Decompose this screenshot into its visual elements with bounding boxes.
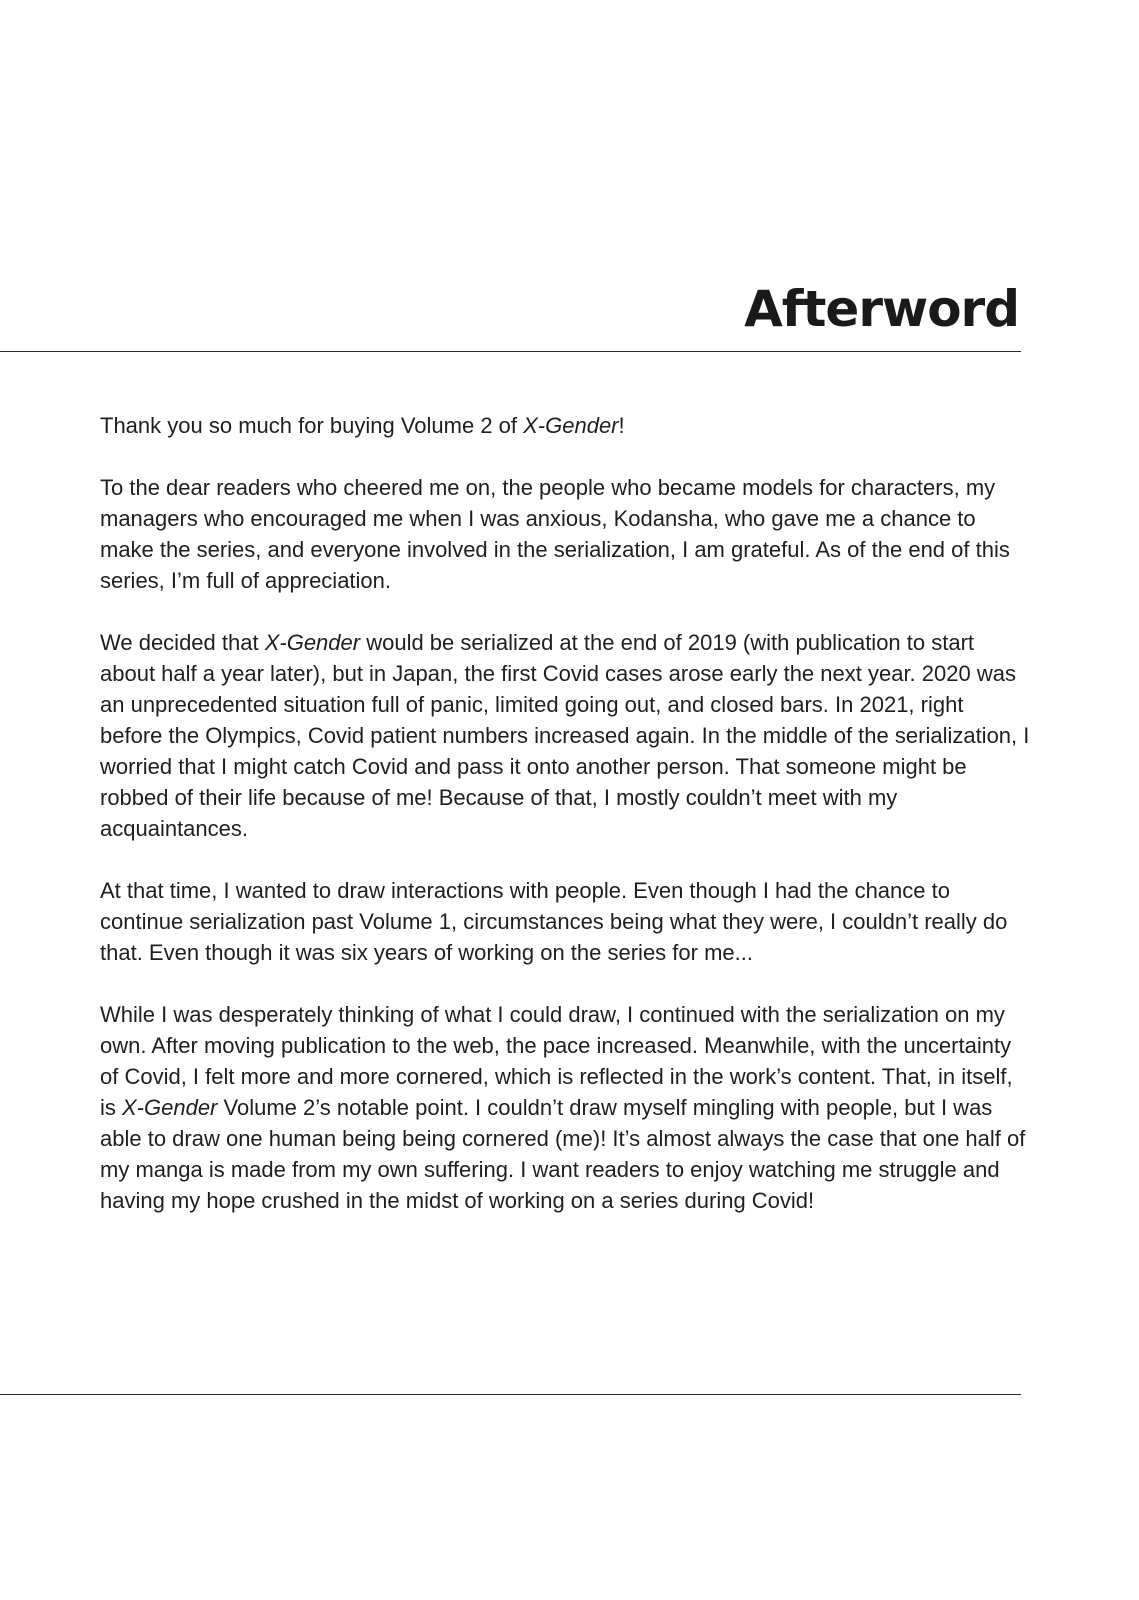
paragraph [100,875,1030,968]
paragraph [100,627,1030,844]
top-divider [0,351,1021,352]
italic-title: X-Gender [523,413,619,438]
paragraph-text: While I was desperately thinking of what I could draw, I continued with the serialization on my own. After moving publication to the web, the pace increased. Meanwhile, with the uncertainty of Covid, I felt more and more cornered, which is reflected in the work’s content. That, in itself, is [100,1002,1013,1120]
italic-title: X-Gender [122,1095,218,1120]
paragraph-text: To the dear readers who cheered me on, the people who became models for characters, my managers who encouraged me when I was anxious, Kodansha, who gave me a chance to make the series, and everyone involved in the serialization, I am grateful. As of the end of this series, I’m full of appreciation. [100,475,1010,593]
bottom-divider [0,1394,1021,1395]
paragraph-text: Volume 2’s notable point. I couldn’t draw myself mingling with people, but I was able to draw one human being being cornered (me)! It’s almost always the case that one half of my manga is made from my own suffering. I want readers to enjoy watching me struggle and having my hope crushed in the midst of working on a series during Covid! [100,1095,1026,1213]
paragraph-text: We decided that [100,630,265,655]
italic-title: X-Gender [264,630,361,655]
paragraph [100,999,1030,1216]
paragraph [100,472,1030,596]
afterword-body [100,410,1030,1216]
paragraph-text: At that time, I wanted to draw interactions with people. Even though I had the chance to continue serialization past Volume 1, circumstances being what they were, I couldn’t really do that. Even though it was six years of working on the series for me... [100,878,1008,965]
page-title: Afterword [744,280,1019,338]
paragraph-text: would be serialized at the end of 2019 (with publication to start about half a year later), but in Japan, the first Covid cases arose early the next year. 2020 was an unprecedented situation full of panic, limited going out, and closed bars. In 2021, right before the Olympics, Covid patient numbers increased again. In the middle of the serialization, I worried that I might catch Covid and pass it onto another person. That someone might be robbed of their life because of me! Because of that, I mostly couldn’t meet with my acquaintances. [100,630,1030,841]
paragraph [100,410,1030,441]
paragraph-text: Thank you so much for buying Volume 2 of [100,413,524,438]
paragraph-text: ! [618,413,625,438]
